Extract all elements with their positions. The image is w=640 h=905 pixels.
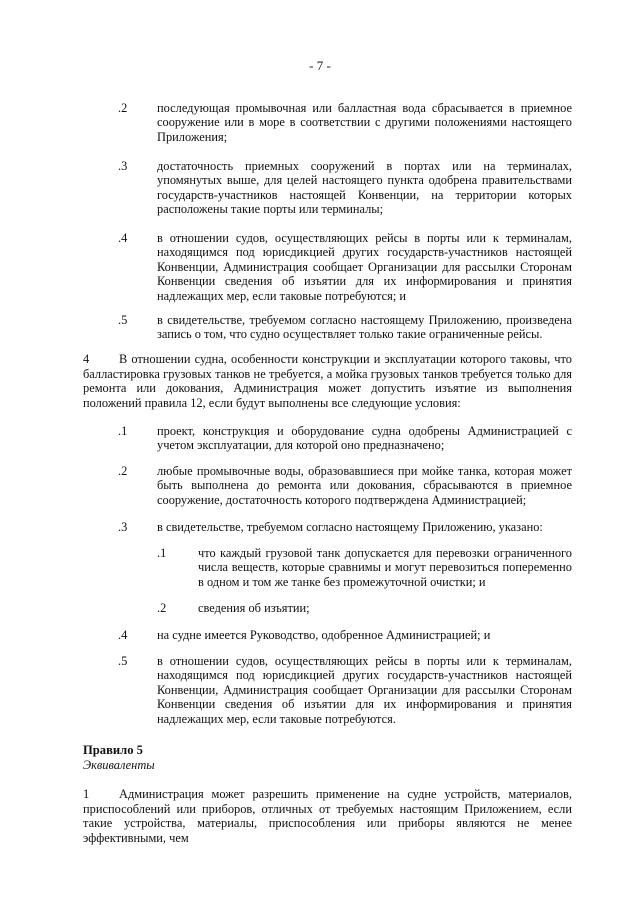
subitem-text: сведения об изъятии; xyxy=(198,601,310,615)
paragraph-number: 4 xyxy=(83,352,90,366)
rule-title: Правило 5 xyxy=(83,743,143,757)
subitem-number: .1 xyxy=(157,546,167,560)
paragraph-number: 1 xyxy=(83,787,90,801)
item-number: .1 xyxy=(118,424,128,438)
item-number: .5 xyxy=(118,654,128,668)
subitem-text: что каждый грузовой танк допускается для перевозки ограниченного числа веществ, которые сравнимы и могут перевозиться попеременно в одном и том же танке без промежуточной очистки; и xyxy=(198,546,572,589)
item-text: в свидетельстве, требуемом согласно настоящему Приложению, произведена запись о том, что судно осуществляет только такие ограниченные рейсы. xyxy=(157,313,572,342)
item-number: .2 xyxy=(118,101,128,115)
item-text: в отношении судов, осуществляющих рейсы в порты или к терминалам, находящимся под юрисдикцией других государств-участников настоящей Конвенции, Администрация сообщает Организации для рассылки Сторонам Конвенции сведения об изъятии для их информирования и принятия надлежащих мер, если таковые потребуются. xyxy=(157,654,572,726)
page-number: - 7 - xyxy=(309,58,331,73)
rule-subtitle: Эквиваленты xyxy=(83,758,155,772)
item-text: достаточность приемных сооружений в портах или на терминалах, упомянутых выше, для целей настоящего пункта одобрена правительствами государств-участников настоящей Конвенции, на территории которых расположены такие порты или терминалы; xyxy=(157,159,572,217)
paragraph-text: В отношении судна, особенности конструкции и эксплуатации которого таковы, что балластировка грузовых танков не требуется, а мойка грузовых танков требуется только для ремонта или докования, Администрация может допустить изъятие из выполнения положений правила 12, если будут выполнены все следующие условия: xyxy=(83,352,572,410)
item-number: .3 xyxy=(118,520,128,534)
item-number: .2 xyxy=(118,464,128,478)
item-number: .4 xyxy=(118,628,128,642)
item-text: в отношении судов, осуществляющих рейсы в порты или к терминалам, находящимся под юрисдикцией других государств-участников настоящей Конвенции, Администрация сообщает Организации для рассылки Сторонам Конвенции сведения об изъятии для их информирования и принятия надлежащих мер, если таковые потребуются; и xyxy=(157,231,572,303)
item-text: любые промывочные воды, образовавшиеся при мойке танка, которая может быть выполнена до ремонта или докования, сбрасываются в приемное сооружение, достаточность которого подтверждена Администрацией; xyxy=(157,464,572,507)
item-text: последующая промывочная или балластная вода сбрасывается в приемное сооружение или в море в соответствии с другими положениями настоящего Приложения; xyxy=(157,101,572,144)
subitem-number: .2 xyxy=(157,601,167,615)
item-number: .4 xyxy=(118,231,128,245)
item-number: .3 xyxy=(118,159,128,173)
item-text: в свидетельстве, требуемом согласно настоящему Приложению, указано: xyxy=(157,520,543,534)
item-text: на судне имеется Руководство, одобренное Администрацией; и xyxy=(157,628,491,642)
item-text: проект, конструкция и оборудование судна одобрены Администрацией с учетом эксплуатации, для которой оно предназначено; xyxy=(157,424,572,453)
item-number: .5 xyxy=(118,313,128,327)
paragraph-text: Администрация может разрешить применение на судне устройств, материалов, приспособлений или приборов, отличных от требуемых настоящим Приложением, если такие устройства, материалы, приспособления или приборы являются не менее эффективными, чем xyxy=(83,787,572,845)
